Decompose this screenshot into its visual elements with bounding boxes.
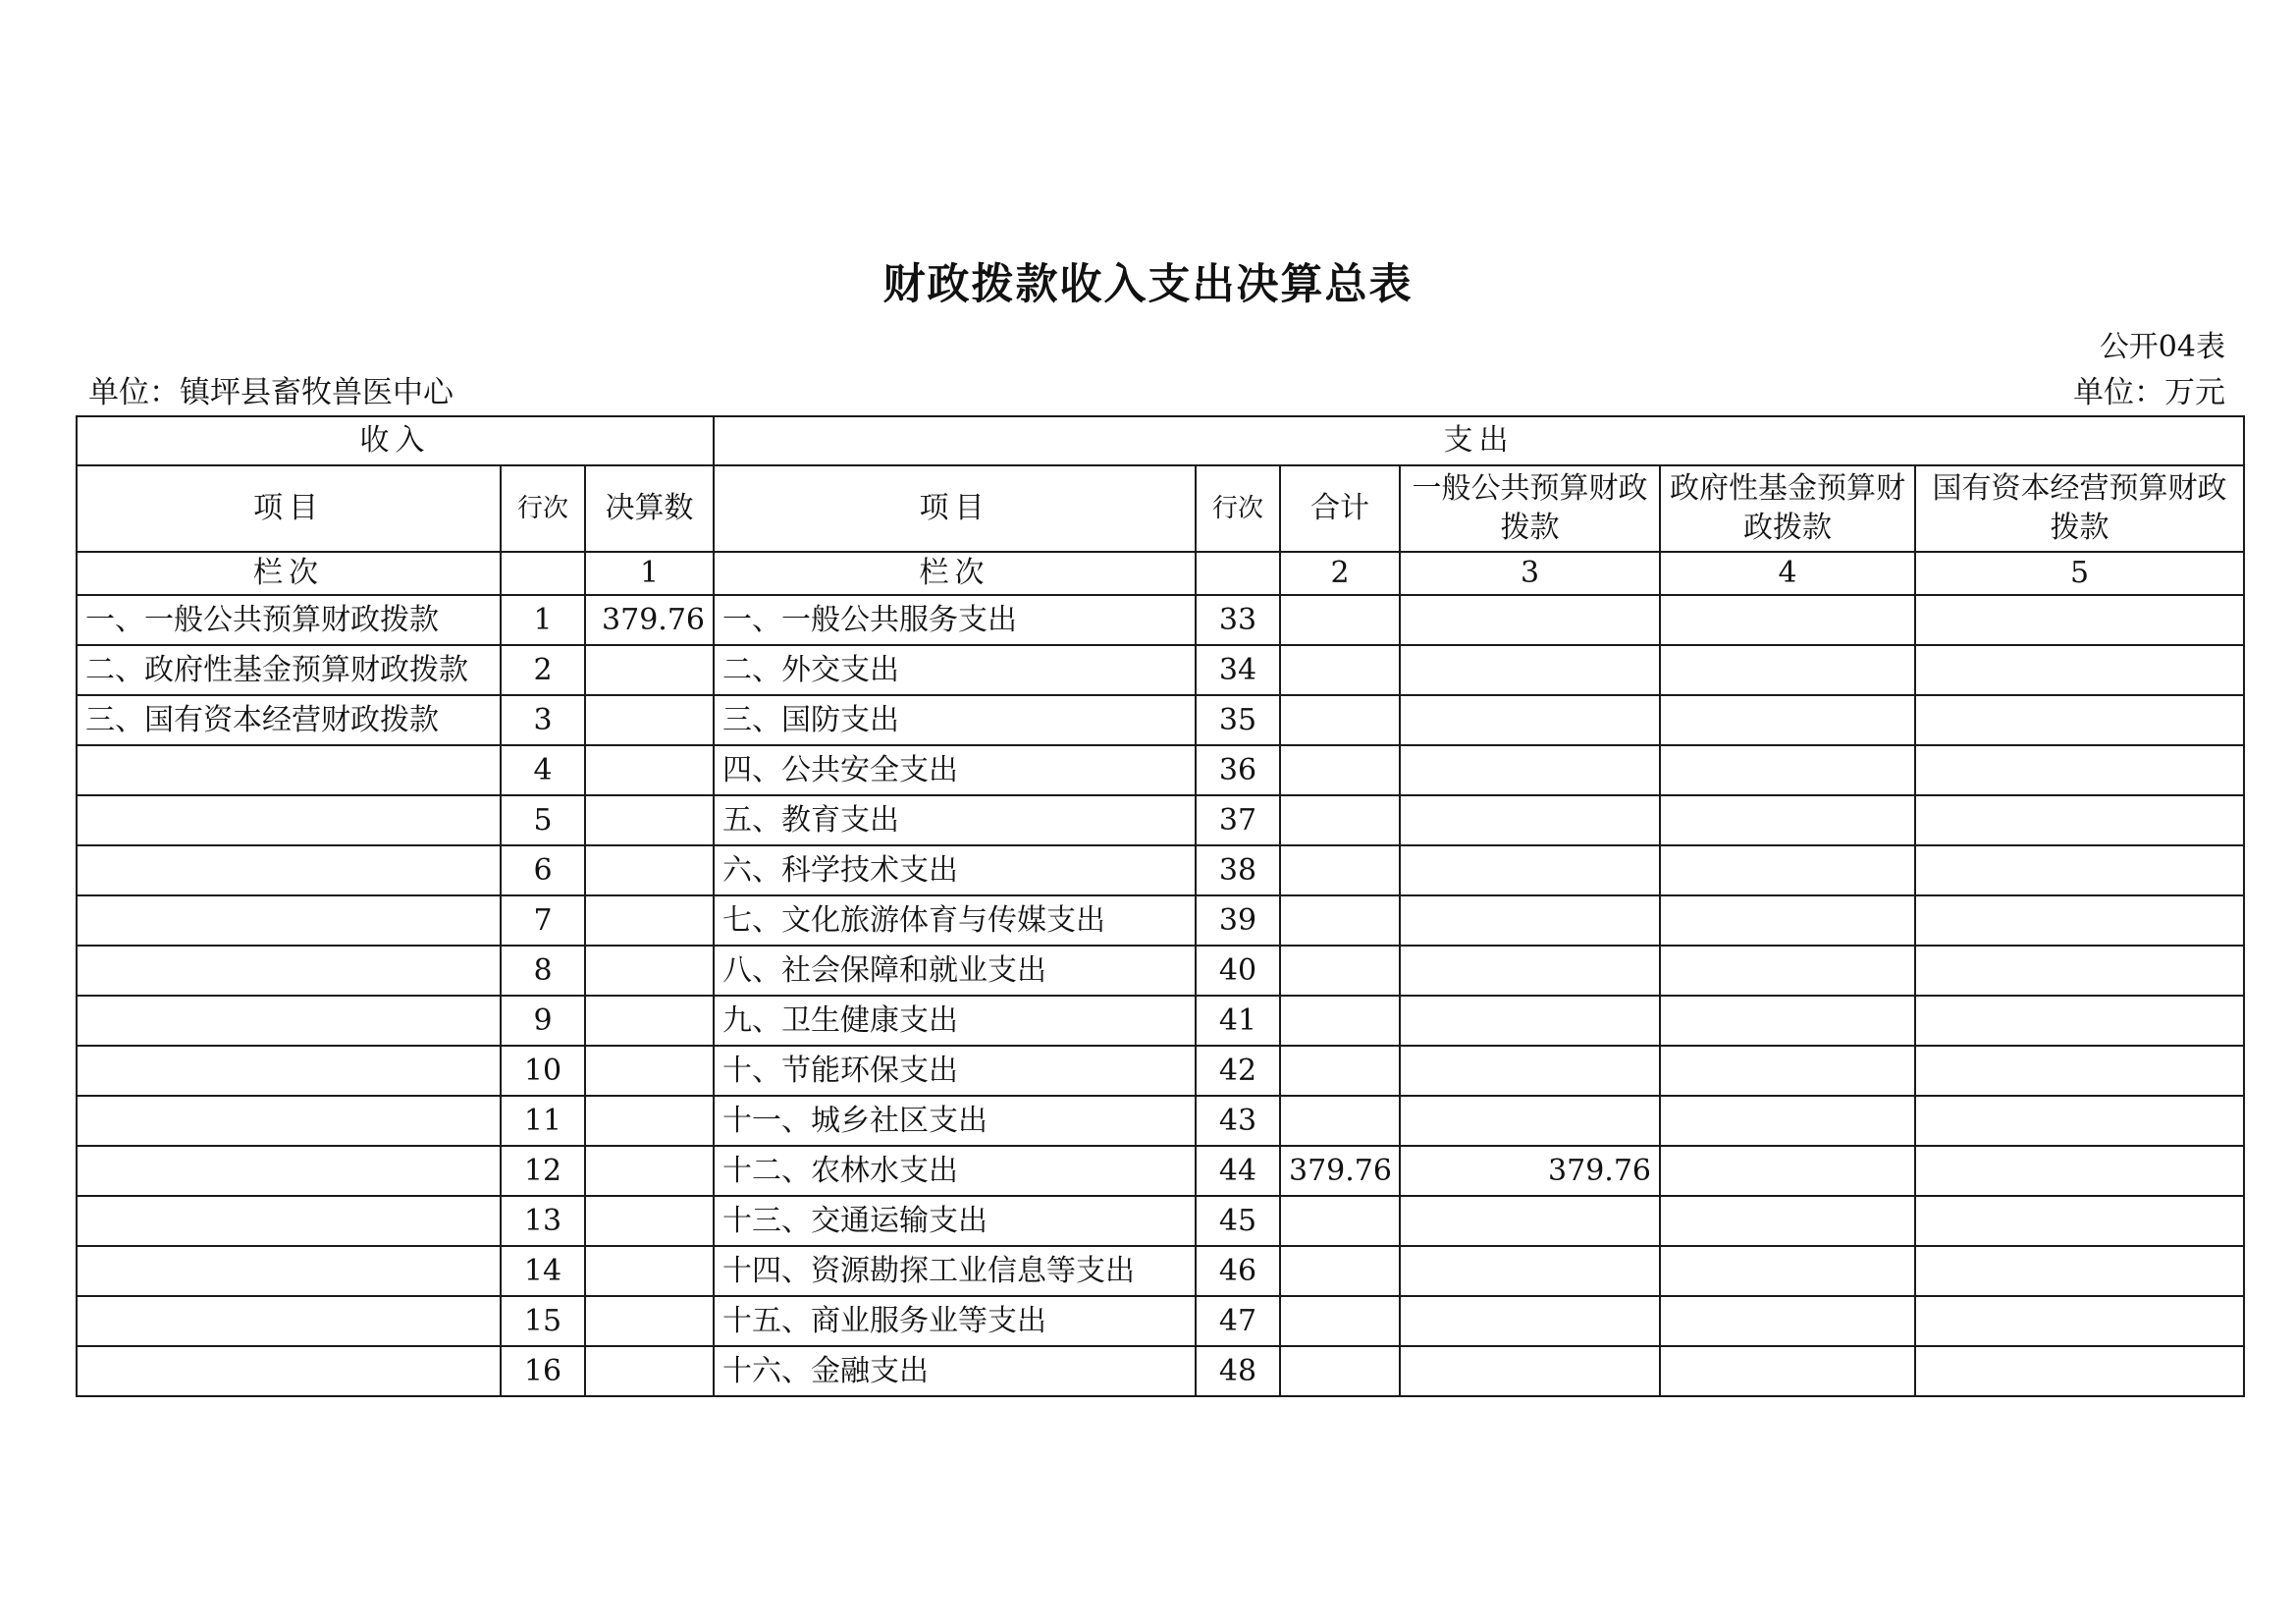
expense-item-cell: 十二、农林水支出 xyxy=(714,1146,1196,1196)
table-row xyxy=(77,1096,2244,1146)
expense-item-cell: 十三、交通运输支出 xyxy=(714,1196,1196,1246)
expense-total-cell xyxy=(1280,895,1400,946)
expense-general-cell xyxy=(1400,1296,1660,1346)
table-row xyxy=(77,595,2244,645)
expense-line-header: 行次 xyxy=(1196,465,1280,552)
income-item-cell xyxy=(77,1096,501,1146)
expense-line-cell: 33 xyxy=(1196,595,1280,645)
table-row xyxy=(77,1146,2244,1196)
budget-table xyxy=(76,415,2245,1397)
expense-fund-cell xyxy=(1660,895,1915,946)
expense-fund-header: 政府性基金预算财政拨款 xyxy=(1660,465,1915,552)
expense-fund-cell xyxy=(1660,745,1915,795)
expense-state-cell xyxy=(1915,1346,2244,1396)
expense-state-cell xyxy=(1915,1046,2244,1096)
income-item-cell xyxy=(77,1346,501,1396)
expense-fund-cell xyxy=(1660,1096,1915,1146)
income-amount-header: 决算数 xyxy=(585,465,714,552)
income-line-cell: 4 xyxy=(501,745,585,795)
income-line-cell: 11 xyxy=(501,1096,585,1146)
income-line-cell: 1 xyxy=(501,595,585,645)
expense-total-cell xyxy=(1280,795,1400,845)
expense-line-cell: 43 xyxy=(1196,1096,1280,1146)
expense-line-cell: 48 xyxy=(1196,1346,1280,1396)
expense-total-cell xyxy=(1280,1346,1400,1396)
expense-fund-cell xyxy=(1660,795,1915,845)
expense-state-cell xyxy=(1915,595,2244,645)
expense-item-cell: 三、国防支出 xyxy=(714,695,1196,745)
expense-total-cell xyxy=(1280,1296,1400,1346)
income-line-cell: 2 xyxy=(501,645,585,695)
expense-line-cell: 36 xyxy=(1196,745,1280,795)
expense-line-cell: 41 xyxy=(1196,996,1280,1046)
expense-item-header: 项目 xyxy=(714,465,1196,552)
income-amount-cell xyxy=(585,895,714,946)
income-amount-cell xyxy=(585,645,714,695)
income-index-amount: 1 xyxy=(585,552,714,595)
expense-state-cell xyxy=(1915,996,2244,1046)
income-line-cell: 8 xyxy=(501,946,585,996)
expense-item-cell: 一、一般公共服务支出 xyxy=(714,595,1196,645)
expense-general-cell xyxy=(1400,946,1660,996)
expense-general-cell xyxy=(1400,695,1660,745)
income-item-cell xyxy=(77,1246,501,1296)
expense-state-header: 国有资本经营预算财政拨款 xyxy=(1915,465,2244,552)
income-amount-cell xyxy=(585,695,714,745)
income-item-cell: 三、国有资本经营财政拨款 xyxy=(77,695,501,745)
expense-fund-cell xyxy=(1660,1296,1915,1346)
expense-line-cell: 37 xyxy=(1196,795,1280,845)
expense-group-header: 支出 xyxy=(714,416,2244,465)
income-amount-cell xyxy=(585,845,714,895)
expense-item-cell: 四、公共安全支出 xyxy=(714,745,1196,795)
income-line-cell: 7 xyxy=(501,895,585,946)
income-amount-cell xyxy=(585,1146,714,1196)
expense-general-cell xyxy=(1400,1196,1660,1246)
column-header-row xyxy=(77,465,2244,552)
income-amount-cell xyxy=(585,1046,714,1096)
income-group-header: 收入 xyxy=(77,416,714,465)
expense-total-cell xyxy=(1280,1096,1400,1146)
expense-line-cell: 38 xyxy=(1196,845,1280,895)
expense-general-cell xyxy=(1400,745,1660,795)
expense-line-cell: 47 xyxy=(1196,1296,1280,1346)
expense-state-cell xyxy=(1915,845,2244,895)
income-amount-cell xyxy=(585,996,714,1046)
income-line-cell: 9 xyxy=(501,996,585,1046)
table-row xyxy=(77,895,2244,946)
expense-state-cell xyxy=(1915,1096,2244,1146)
expense-fund-cell xyxy=(1660,996,1915,1046)
table-row xyxy=(77,795,2244,845)
income-item-cell xyxy=(77,895,501,946)
expense-total-cell xyxy=(1280,645,1400,695)
expense-fund-cell xyxy=(1660,695,1915,745)
expense-total-cell xyxy=(1280,946,1400,996)
expense-total-cell xyxy=(1280,1246,1400,1296)
income-line-cell: 12 xyxy=(501,1146,585,1196)
income-item-cell xyxy=(77,1196,501,1246)
expense-total-cell: 379.76 xyxy=(1280,1146,1400,1196)
expense-item-cell: 十一、城乡社区支出 xyxy=(714,1096,1196,1146)
expense-fund-cell xyxy=(1660,845,1915,895)
table-row xyxy=(77,645,2244,695)
expense-index-general: 3 xyxy=(1400,552,1660,595)
income-item-header: 项目 xyxy=(77,465,501,552)
income-amount-cell: 379.76 xyxy=(585,595,714,645)
table-row xyxy=(77,1196,2244,1246)
expense-state-cell xyxy=(1915,946,2244,996)
expense-state-cell xyxy=(1915,1296,2244,1346)
expense-item-cell: 二、外交支出 xyxy=(714,645,1196,695)
table-row xyxy=(77,745,2244,795)
income-amount-cell xyxy=(585,1346,714,1396)
income-item-cell xyxy=(77,1296,501,1346)
expense-index-label: 栏次 xyxy=(714,552,1196,595)
expense-line-cell: 45 xyxy=(1196,1196,1280,1246)
index-row xyxy=(77,552,2244,595)
income-line-cell: 15 xyxy=(501,1296,585,1346)
expense-total-cell xyxy=(1280,996,1400,1046)
expense-fund-cell xyxy=(1660,1346,1915,1396)
expense-fund-cell xyxy=(1660,1146,1915,1196)
income-line-cell: 14 xyxy=(501,1246,585,1296)
expense-total-cell xyxy=(1280,745,1400,795)
expense-fund-cell xyxy=(1660,645,1915,695)
expense-item-cell: 七、文化旅游体育与传媒支出 xyxy=(714,895,1196,946)
expense-state-cell xyxy=(1915,1146,2244,1196)
table-row xyxy=(77,1246,2244,1296)
income-amount-cell xyxy=(585,1096,714,1146)
income-index-line xyxy=(501,552,585,595)
expense-item-cell: 九、卫生健康支出 xyxy=(714,996,1196,1046)
income-line-cell: 3 xyxy=(501,695,585,745)
income-item-cell: 二、政府性基金预算财政拨款 xyxy=(77,645,501,695)
expense-item-cell: 十六、金融支出 xyxy=(714,1346,1196,1396)
expense-general-header: 一般公共预算财政拨款 xyxy=(1400,465,1660,552)
income-line-cell: 16 xyxy=(501,1346,585,1396)
table-row xyxy=(77,1296,2244,1346)
expense-item-cell: 十四、资源勘探工业信息等支出 xyxy=(714,1246,1196,1296)
expense-index-state: 5 xyxy=(1915,552,2244,595)
table-row xyxy=(77,845,2244,895)
expense-fund-cell xyxy=(1660,1246,1915,1296)
income-item-cell xyxy=(77,1146,501,1196)
expense-state-cell xyxy=(1915,695,2244,745)
report-title: 财政拨款收入支出决算总表 xyxy=(882,260,1414,309)
expense-fund-cell xyxy=(1660,1196,1915,1246)
table-row xyxy=(77,1346,2244,1396)
expense-state-cell xyxy=(1915,795,2244,845)
expense-total-cell xyxy=(1280,1196,1400,1246)
table-row xyxy=(77,946,2244,996)
expense-general-cell xyxy=(1400,1046,1660,1096)
income-item-cell xyxy=(77,795,501,845)
income-amount-cell xyxy=(585,795,714,845)
expense-state-cell xyxy=(1915,745,2244,795)
expense-item-cell: 八、社会保障和就业支出 xyxy=(714,946,1196,996)
expense-line-cell: 39 xyxy=(1196,895,1280,946)
expense-line-cell: 35 xyxy=(1196,695,1280,745)
income-item-cell xyxy=(77,745,501,795)
expense-item-cell: 六、科学技术支出 xyxy=(714,845,1196,895)
expense-general-cell xyxy=(1400,996,1660,1046)
income-amount-cell xyxy=(585,946,714,996)
expense-total-cell xyxy=(1280,695,1400,745)
expense-index-total: 2 xyxy=(1280,552,1400,595)
group-header-row xyxy=(77,416,2244,465)
expense-item-cell: 十、节能环保支出 xyxy=(714,1046,1196,1096)
expense-state-cell xyxy=(1915,645,2244,695)
expense-general-cell xyxy=(1400,1246,1660,1296)
income-item-cell: 一、一般公共预算财政拨款 xyxy=(77,595,501,645)
expense-total-cell xyxy=(1280,845,1400,895)
income-amount-cell xyxy=(585,1246,714,1296)
income-amount-cell xyxy=(585,1296,714,1346)
income-item-cell xyxy=(77,1046,501,1096)
income-item-cell xyxy=(77,996,501,1046)
income-line-cell: 5 xyxy=(501,795,585,845)
table-row xyxy=(77,695,2244,745)
expense-state-cell xyxy=(1915,895,2244,946)
expense-state-cell xyxy=(1915,1246,2244,1296)
income-line-cell: 6 xyxy=(501,845,585,895)
table-row xyxy=(77,1046,2244,1096)
expense-line-cell: 44 xyxy=(1196,1146,1280,1196)
expense-general-cell xyxy=(1400,845,1660,895)
expense-line-cell: 46 xyxy=(1196,1246,1280,1296)
expense-index-line xyxy=(1196,552,1280,595)
income-item-cell xyxy=(77,946,501,996)
income-line-cell: 10 xyxy=(501,1046,585,1096)
table-row xyxy=(77,996,2244,1046)
income-line-header: 行次 xyxy=(501,465,585,552)
income-amount-cell xyxy=(585,745,714,795)
expense-total-cell xyxy=(1280,1046,1400,1096)
expense-general-cell xyxy=(1400,895,1660,946)
expense-general-cell xyxy=(1400,1346,1660,1396)
expense-fund-cell xyxy=(1660,595,1915,645)
expense-total-cell xyxy=(1280,595,1400,645)
expense-general-cell xyxy=(1400,595,1660,645)
income-index-label: 栏次 xyxy=(77,552,501,595)
expense-fund-cell xyxy=(1660,946,1915,996)
expense-line-cell: 42 xyxy=(1196,1046,1280,1096)
expense-item-cell: 五、教育支出 xyxy=(714,795,1196,845)
expense-item-cell: 十五、商业服务业等支出 xyxy=(714,1296,1196,1346)
table-body xyxy=(77,416,2244,1396)
expense-general-cell xyxy=(1400,795,1660,845)
expense-general-cell xyxy=(1400,1096,1660,1146)
unit-name: 单位：镇坪县畜牧兽医中心 xyxy=(88,375,454,410)
income-amount-cell xyxy=(585,1196,714,1246)
unit-amount: 单位：万元 xyxy=(2073,375,2225,410)
expense-fund-cell xyxy=(1660,1046,1915,1096)
expense-total-header: 合计 xyxy=(1280,465,1400,552)
income-item-cell xyxy=(77,845,501,895)
form-code: 公开04表 xyxy=(2099,330,2225,364)
income-line-cell: 13 xyxy=(501,1196,585,1246)
expense-line-cell: 34 xyxy=(1196,645,1280,695)
expense-state-cell xyxy=(1915,1196,2244,1246)
expense-index-fund: 4 xyxy=(1660,552,1915,595)
expense-line-cell: 40 xyxy=(1196,946,1280,996)
expense-general-cell xyxy=(1400,645,1660,695)
expense-general-cell: 379.76 xyxy=(1400,1146,1660,1196)
